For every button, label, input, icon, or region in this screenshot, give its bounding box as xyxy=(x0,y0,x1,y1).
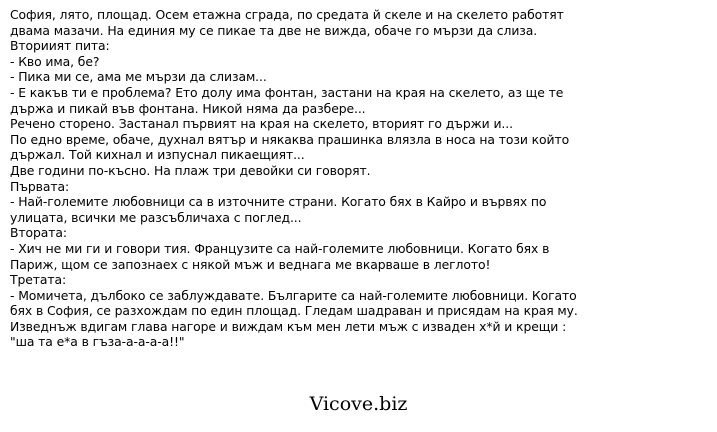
text-line: Париж, щом се запознаех с някой мъж и веднага ме вкарваше в леглото! xyxy=(10,256,491,272)
text-line: Две години по-късно. На плаж три девойки си говорят. xyxy=(10,162,371,178)
text-line: София, лято, площад. Осем етажна сграда, по средата й скеле и на скелето работят xyxy=(10,7,564,22)
text-line: - Хич не ми ги и говори тия. Французите са най-големите любовници. Когато бях в xyxy=(10,240,550,256)
text-line: "ша та е*а в гъза-а-а-а-а!!" xyxy=(10,334,185,350)
text-line: - Кво има, бе? xyxy=(10,53,100,69)
text-line: бях в София, се разхождам по един площад. Гледам шадраван и присядам на края му. xyxy=(10,303,578,319)
text-line: улицата, всички ме разсъбличаха с поглед... xyxy=(10,209,302,225)
text-line: - Пика ми се, ама ме мързи да слизам... xyxy=(10,69,267,85)
text-line: Речено сторено. Застанал първият на края на скелето, вторият го държи и... xyxy=(10,116,513,132)
text-line: Изведнъж вдигам глава нагоре и виждам към мен лети мъж с изваден х*й и крещи : xyxy=(10,318,567,334)
text-line: - Най-големите любовници са в източните страни. Когато бях в Кайро и вървях по xyxy=(10,194,547,210)
text-line: - Момичета, дълбоко се заблуждавате. Българите са най-големите любовници. Когато xyxy=(10,287,577,303)
text-line: държа и пикай във фонтана. Никой няма да разбере... xyxy=(10,100,366,116)
text-line: държал. Той кихнал и изпуснал пикаещият... xyxy=(10,147,305,163)
text-line: По едно време, обаче, духнал вятър и някаква прашинка влязла в носа на този който xyxy=(10,131,570,147)
text-line: двама мазачи. На единия му се пикае та две не вижда, обаче го мързи да слиза. xyxy=(10,22,538,38)
text-line: Третата: xyxy=(10,272,67,288)
joke-text xyxy=(10,7,710,350)
text-line: Първата: xyxy=(10,178,70,194)
site-watermark: Vicove.biz xyxy=(309,393,408,415)
text-line: - Е какъв ти е проблема? Ето долу има фонтан, застани на края на скелето, аз ще те xyxy=(10,84,564,100)
text-line: Вториият пита: xyxy=(10,38,110,54)
text-line: Втората: xyxy=(10,225,67,241)
